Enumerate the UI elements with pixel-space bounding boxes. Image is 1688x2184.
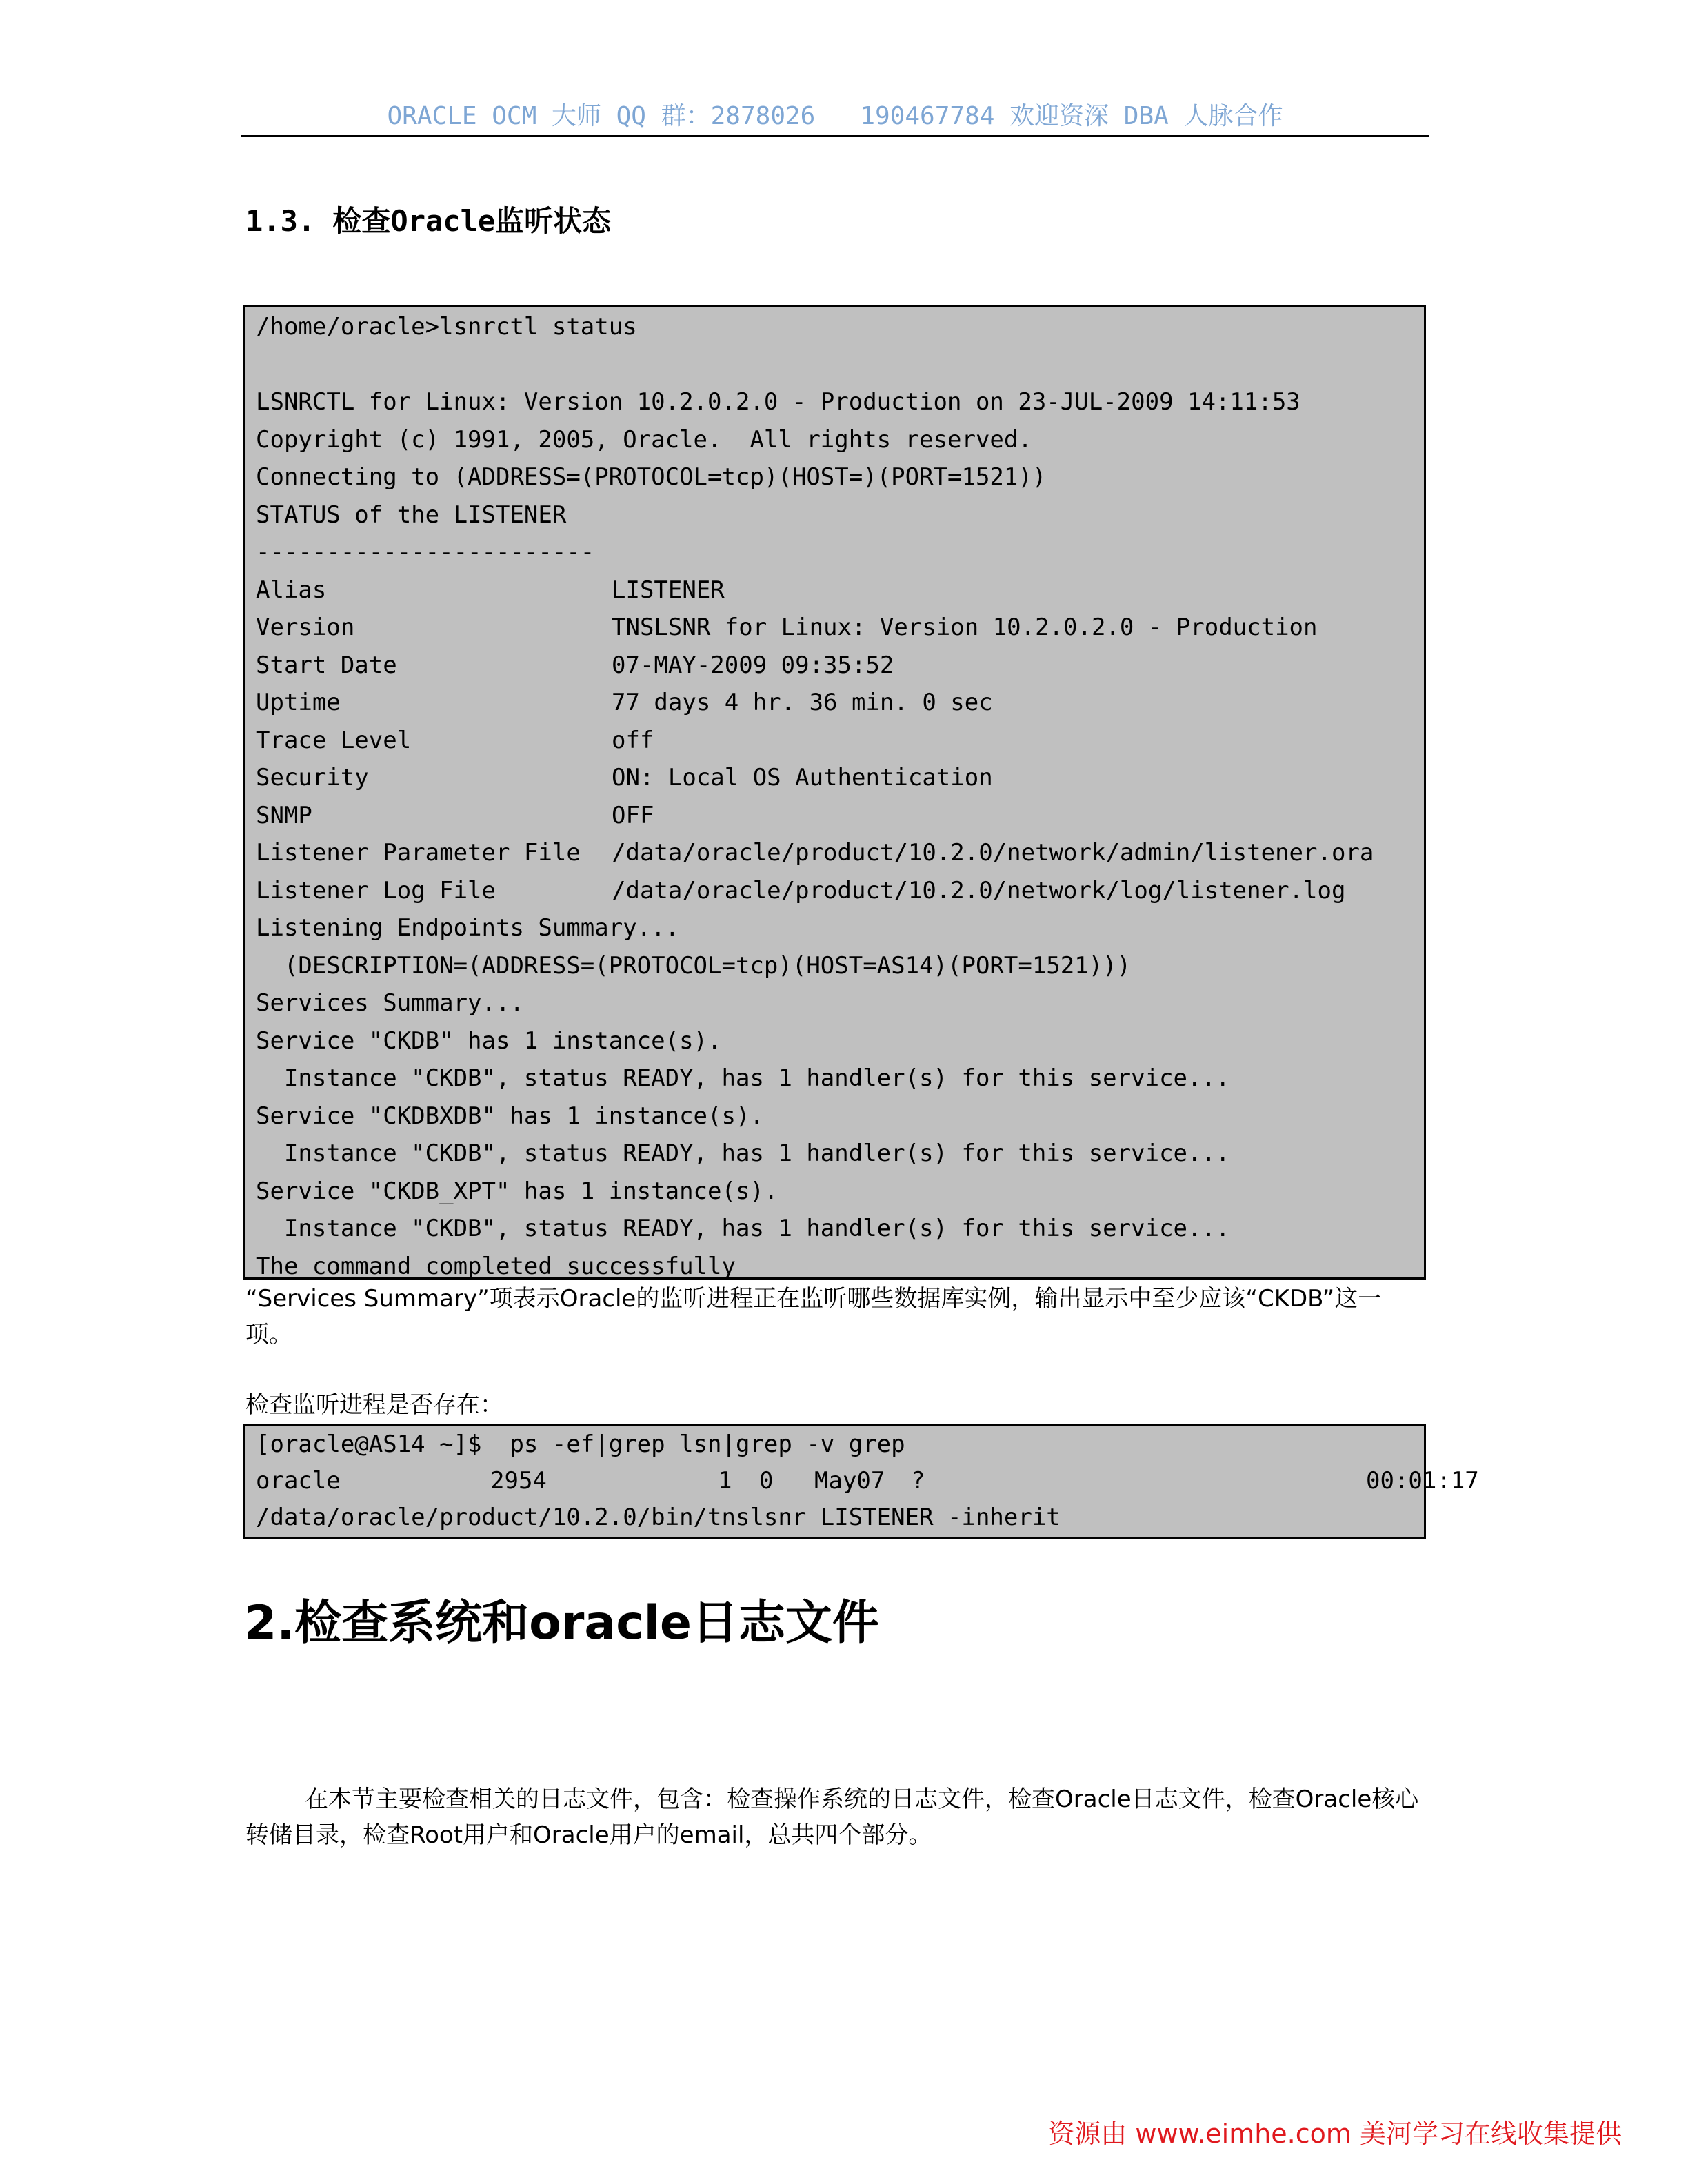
field-row bbox=[256, 759, 1424, 797]
field-value: 77 days 4 hr. 36 min. 0 sec bbox=[612, 689, 993, 716]
ps-start: May07 bbox=[814, 1467, 885, 1495]
command-line: /home/oracle>lsnrctl status bbox=[256, 313, 637, 341]
services-summary-note: “Services Summary”项表示Oracle的监听进程正在监听哪些数据库实例，输出显示中至少应该“CKDB”这一项。 bbox=[245, 1285, 1382, 1348]
page-header: ORACLE OCM 大师 QQ 群：2878026 190467784 欢迎资深 DBA 人脉合作 bbox=[387, 102, 1283, 130]
header-divider bbox=[241, 135, 1429, 137]
services-heading: Services Summary... bbox=[256, 989, 524, 1017]
field-value: ON: Local OS Authentication bbox=[612, 764, 993, 791]
section-heading-1-3: 1.3. 检查Oracle监听状态 bbox=[245, 204, 612, 238]
field-key: Listener Log File bbox=[256, 876, 496, 904]
field-key: Security bbox=[256, 764, 369, 791]
field-row bbox=[256, 647, 1424, 685]
section-heading-2: 2.检查系统和oracle日志文件 bbox=[244, 1596, 880, 1650]
field-value: /data/oracle/product/10.2.0/network/log/listener.log bbox=[612, 876, 1346, 904]
check-process-label: 检查监听进程是否存在： bbox=[245, 1391, 503, 1419]
endpoints-heading: Listening Endpoints Summary... bbox=[256, 914, 680, 942]
ps-row bbox=[256, 1463, 1479, 1499]
field-key: Alias bbox=[256, 576, 327, 604]
field-value: /data/oracle/product/10.2.0/network/admin/listener.ora bbox=[612, 839, 1374, 867]
status-heading: STATUS of the LISTENER bbox=[256, 501, 567, 529]
connecting-line: Connecting to (ADDRESS=(PROTOCOL=tcp)(HOST=)(PORT=1521)) bbox=[256, 463, 1047, 491]
instance-line: Instance "CKDB", status READY, has 1 handler(s) for this service... bbox=[256, 1064, 1230, 1092]
field-key: Uptime bbox=[256, 689, 341, 716]
ps-path-line: /data/oracle/product/10.2.0/bin/tnslsnr LISTENER -inherit bbox=[256, 1504, 1061, 1531]
service-line: Service "CKDBXDB" has 1 instance(s). bbox=[256, 1102, 764, 1130]
service-line: Service "CKDB_XPT" has 1 instance(s). bbox=[256, 1177, 778, 1205]
field-row bbox=[256, 722, 1424, 760]
field-row bbox=[256, 797, 1424, 835]
field-key: SNMP bbox=[256, 801, 312, 829]
banner-line: LSNRCTL for Linux: Version 10.2.0.2.0 - Production on 23-JUL-2009 14:11:53 bbox=[256, 388, 1300, 416]
field-key: Version bbox=[256, 614, 355, 641]
endpoint-line: (DESCRIPTION=(ADDRESS=(PROTOCOL=tcp)(HOST=AS14)(PORT=1521))) bbox=[256, 951, 1132, 980]
instance-line: Instance "CKDB", status READY, has 1 handler(s) for this service... bbox=[256, 1140, 1230, 1167]
separator-line: ------------------------ bbox=[256, 538, 595, 566]
field-row bbox=[256, 572, 1424, 609]
ps-tty: ? bbox=[911, 1467, 925, 1495]
field-row bbox=[256, 872, 1424, 910]
ps-ppid: 1 bbox=[718, 1467, 732, 1495]
page-footer: 资源由 www.eimhe.com 美河学习在线收集提供 bbox=[1048, 2119, 1622, 2149]
completion-line: The command completed successfully bbox=[256, 1252, 736, 1280]
copyright-line: Copyright (c) 1991, 2005, Oracle. All rights reserved. bbox=[256, 425, 1032, 454]
blank-line bbox=[256, 346, 1424, 384]
field-key: Start Date bbox=[256, 651, 397, 679]
field-key: Trace Level bbox=[256, 726, 412, 754]
ps-cpu: 0 bbox=[759, 1467, 774, 1495]
instance-line: Instance "CKDB", status READY, has 1 handler(s) for this service... bbox=[256, 1215, 1230, 1242]
ps-user: oracle bbox=[256, 1467, 341, 1495]
field-value: OFF bbox=[612, 801, 654, 829]
ps-command-line: [oracle@AS14 ~]$ ps -ef|grep lsn|grep -v grep bbox=[256, 1430, 905, 1458]
field-value: off bbox=[612, 726, 654, 754]
field-value: 07-MAY-2009 09:35:52 bbox=[612, 651, 894, 679]
ps-time: 00:01:17 bbox=[1366, 1467, 1479, 1495]
ps-pid: 2954 bbox=[490, 1467, 547, 1495]
field-value: TNSLSNR for Linux: Version 10.2.0.2.0 - Production bbox=[612, 614, 1318, 641]
field-value: LISTENER bbox=[612, 576, 725, 604]
ps-output bbox=[243, 1424, 1479, 1539]
field-row bbox=[256, 834, 1424, 872]
field-key: Listener Parameter File bbox=[256, 839, 581, 867]
intro-paragraph: 在本节主要检查相关的日志文件，包含：检查操作系统的日志文件，检查Oracle日志文件，检查Oracle核心转储目录，检查Root用户和Oracle用户的email，总共四个部分。 bbox=[245, 1786, 1419, 1849]
listener-status-output bbox=[243, 305, 1426, 1280]
field-row bbox=[256, 684, 1424, 722]
service-line: Service "CKDB" has 1 instance(s). bbox=[256, 1027, 722, 1055]
field-row bbox=[256, 609, 1424, 647]
